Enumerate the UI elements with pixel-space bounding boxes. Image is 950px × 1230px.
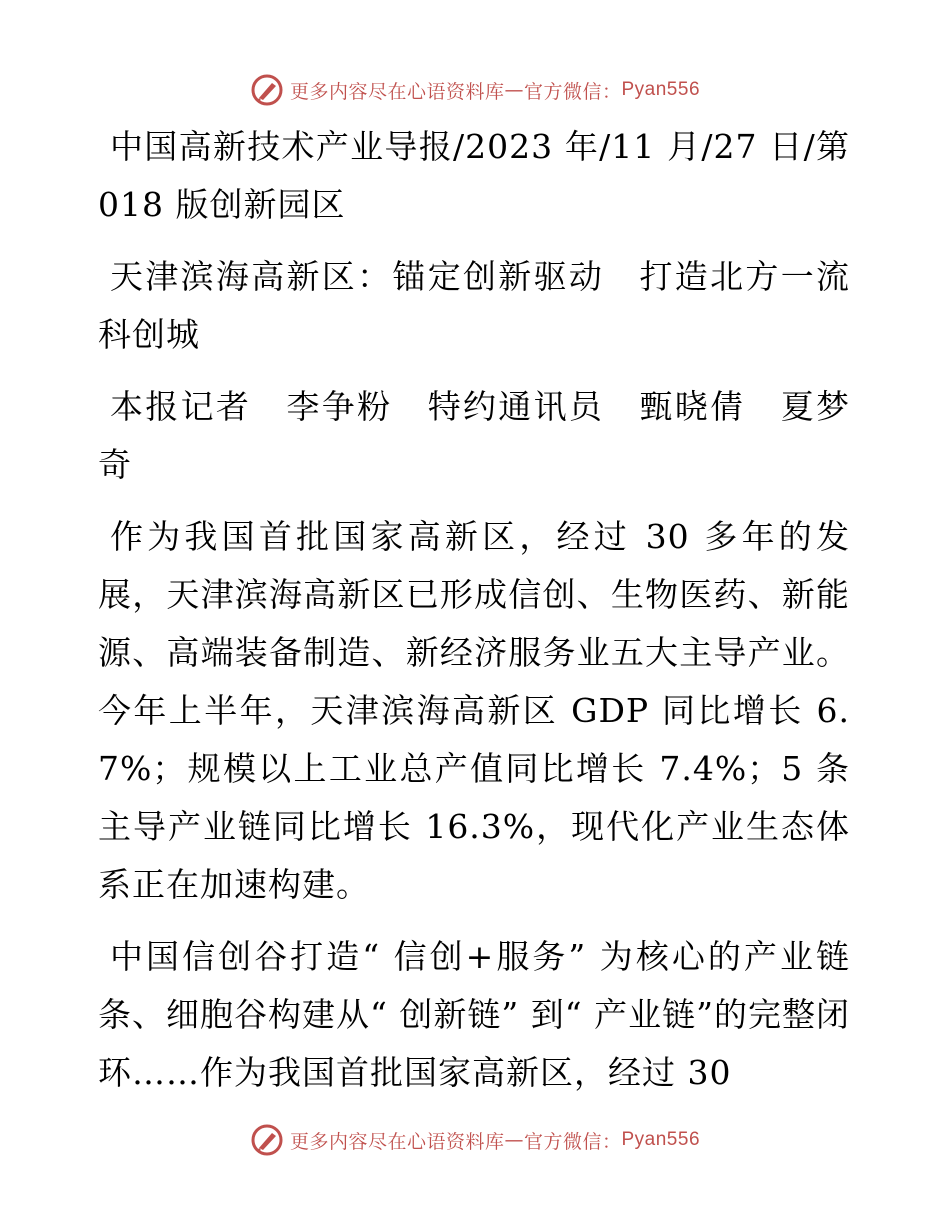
watermark-separator: — bbox=[504, 79, 524, 101]
article-body bbox=[98, 118, 850, 1116]
watermark-wechat-id: Pyan556 bbox=[621, 1129, 701, 1150]
article-source: 中国高新技术产业导报/2023 年/11 月/27 日/第 018 版创新园区 bbox=[98, 127, 850, 224]
watermark-label: 官方微信： bbox=[523, 1130, 622, 1153]
watermark-header bbox=[0, 70, 950, 110]
article-title: 天津滨海高新区：锚定创新驱动 打造北方一流科创城 bbox=[98, 257, 850, 354]
article-paragraph: 作为我国首批国家高新区，经过 30 多年的发展，天津滨海高新区已形成信创、生物医药、新能源、高端装备制造、新经济服务业五大主导产业。今年上半年，天津滨海高新区 GDP 同比增长 6.7%；规模以上工业总产值同比增长 7.4%；5 条主导产业链同比增长 16.3%，现代化产业生态体系正在加速构建。 bbox=[98, 517, 850, 904]
pen-logo-icon bbox=[250, 73, 284, 107]
article-byline: 本报记者 李争粉 特约通讯员 甄晓倩 夏梦奇 bbox=[98, 387, 850, 484]
article-paragraph: 中国信创谷打造“ 信创+服务” 为核心的产业链条、细胞谷构建从“ 创新链” 到“ 产业链”的完整闭环……作为我国首批国家高新区，经过 30 bbox=[98, 937, 850, 1092]
pen-logo-icon bbox=[250, 1123, 284, 1157]
watermark-wechat-id: Pyan556 bbox=[621, 79, 701, 100]
watermark-separator: — bbox=[504, 1129, 524, 1151]
watermark-label: 官方微信： bbox=[523, 80, 622, 103]
watermark-text: 更多内容尽在心语资料库 bbox=[289, 1130, 505, 1153]
watermark-text: 更多内容尽在心语资料库 bbox=[289, 80, 505, 103]
watermark-footer bbox=[0, 1120, 950, 1160]
